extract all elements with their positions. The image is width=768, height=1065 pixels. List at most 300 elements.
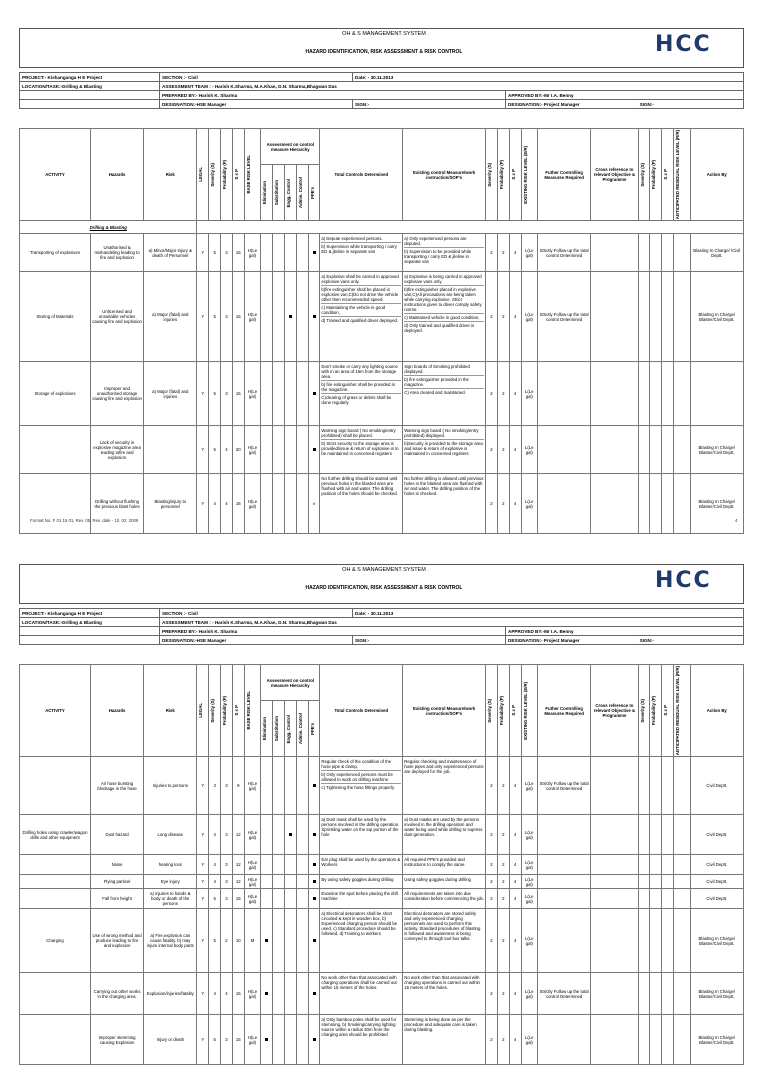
hazard-cell: Fall from height [90,889,143,909]
severity-cell: 5 [209,362,221,426]
risk-cell: Injuries to persons [144,757,197,815]
ppe-cell [308,855,320,875]
engg-control-cell [284,234,296,272]
probability2-cell: 2 [497,815,509,855]
residual-risk-cell [674,272,691,362]
severity3-cell [638,362,650,426]
cross-reference-cell [591,234,638,272]
severity-cell: 4 [209,815,221,855]
project-label: PROJECT:- Kishanganga H E Project [20,609,160,618]
company-logo: HCC [655,568,712,593]
cross-reference-cell [591,272,638,362]
substitution-cell [273,234,285,272]
severity-cell: 5 [209,272,221,362]
residual-risk-cell [674,875,691,889]
col-ppe: PPE's [308,701,320,757]
probability3-cell [650,815,662,855]
total-controls-cell: a) Electrical detonators shall be short circuited & kept in wooden box, b) Experienced charging person should be used, c) Standard procedure should be followed, d) Training to workers [320,909,403,973]
filled-square-icon [289,833,292,836]
severity-cell: 4 [209,973,221,1015]
admin-control-cell [296,272,308,362]
total-controls-cell: a) Dust mask shall be used by the persons involved in the drilling operation. Sprinkling water on the top portion of the hole [320,815,403,855]
severity3-cell [638,474,650,534]
legal-cell: Y [197,234,209,272]
footer-format: Format No. F 01 15 01, Rev. 05, Rev. date - 10. 02. 2009 [30,518,139,523]
approved-label: APPROVED BY:-Mr I.A. Benny [506,91,744,100]
engg-control-cell [284,1015,296,1065]
elimination-cell [261,272,273,362]
sxp-cell: 10 [232,909,244,973]
further-controls-cell: Strictly Follow up the total control Determined [538,973,591,1015]
activity-cell [20,757,91,815]
existing-controls-cell: All requirements are taken into due consideration before commencing the job. [403,889,486,909]
col-residual-risk: ANTICIPATED RESIDUAL RISK LEVEL (R/R) [674,665,691,757]
company-logo: HCC [655,32,712,57]
sxp3-cell [662,426,674,474]
severity2-cell: 2 [486,815,498,855]
further-controls-cell: Strictly Follow up the total control Determined [538,272,591,362]
severity-cell: 4 [209,474,221,534]
table-row [20,909,744,973]
ppe-cell [308,973,320,1015]
elimination-cell [261,1015,273,1065]
base-risk-cell: H(Le gal) [244,757,261,815]
further-controls-cell [538,909,591,973]
risk-cell: a) Minor/Major Injury & death of Personnel [144,234,197,272]
ppe-cell [308,757,320,815]
activity-cell [20,875,91,889]
existing-controls-cell: Warning sign board ( No smoking/entry prohibited) displayed. b)Security is provided to the storage area and issue & return of explosive is maintained in concerned registers [403,426,486,474]
col-probability-3: Probability (P) [650,665,662,757]
col-engg: Engg. Control [284,165,296,221]
probability2-cell: 2 [497,272,509,362]
probability-cell: 3 [221,815,233,855]
col-risk: Risk [144,129,197,221]
base-risk-cell: H(Le gal) [244,875,261,889]
admin-control-cell [296,815,308,855]
table-row [20,855,744,875]
col-cross-reference: Cross reference to relevant Objective & Programme [591,665,638,757]
activity-cell [20,855,91,875]
severity2-cell: 2 [486,889,498,909]
substitution-cell [273,474,285,534]
admin-control-cell [296,234,308,272]
engg-control-cell [284,909,296,973]
risk-cell: Lung disease [144,815,197,855]
col-existing-risk: EXISTING RISK LEVEL (E/R) [521,665,538,757]
sxp3-cell [662,1015,674,1065]
col-ppe: PPE's [308,165,320,221]
base-risk-cell: H(Le gal) [244,362,261,426]
cross-reference-cell [591,855,638,875]
sxp-cell: 12 [232,815,244,855]
table-row [20,272,744,362]
col-cross-reference: Cross reference to relevant Objective & Programme [591,129,638,221]
col-base-risk: BASE RISK LEVEL [244,129,261,221]
action-by-cell: Blasting In Charge/ Blaster/Civil Deptt. [690,909,743,973]
hazard-cell: Drilling without flushing the previous blast holes [90,474,143,534]
col-severity-3: Severity (S) [638,665,650,757]
col-sxp-3: S x P [662,129,674,221]
risk-cell: Explosion/injuries/fatality [144,973,197,1015]
sxp3-cell [662,362,674,426]
ppe-cell [308,909,320,973]
table-row [20,234,744,272]
cross-reference-cell [591,909,638,973]
existing-controls-cell: Sign boards of Smoking prohibited displayed. b) fire extinguisher provided in the magazine. C) Area cleared and maintained. [403,362,486,426]
col-control-hierarchy: Assessment on control measure Hierarchy [261,129,320,165]
probability3-cell [650,474,662,534]
residual-risk-cell [674,855,691,875]
base-risk-cell: H(Le gal) [244,973,261,1015]
severity3-cell [638,757,650,815]
residual-risk-cell [674,757,691,815]
further-controls-cell [538,855,591,875]
severity2-cell: 2 [486,757,498,815]
base-risk-cell: H(Le gal) [244,1015,261,1065]
sign-1: SIGN:- [353,636,506,645]
existing-risk-cell: L(Le gal) [521,855,538,875]
date-label: Date: - 30.11.2013 [353,73,744,82]
filled-square-icon [313,863,316,866]
existing-controls-cell: a) Only experienced persons are deputed, b) Supervision to be provided while transporting / carry ED & jileline in separate van [403,234,486,272]
col-probability-2: Probability (P) [497,129,509,221]
sxp2-cell: 4 [509,889,521,909]
elimination-cell [261,815,273,855]
activity-cell [20,973,91,1015]
location-label: LOCATION/TASK:-Drilling & Blasting [20,618,160,627]
sxp2-cell: 4 [509,362,521,426]
admin-control-cell [296,426,308,474]
severity-cell: 4 [209,855,221,875]
action-by-cell: Blasting In Charge/ Blaster/Civil Deptt. [690,973,743,1015]
further-controls-cell [538,815,591,855]
elimination-cell [261,426,273,474]
probability-cell: 2 [221,909,233,973]
info-table [19,608,744,645]
filled-square-icon [313,448,316,451]
sxp2-cell: 4 [509,426,521,474]
sxp-cell: 16 [232,474,244,534]
existing-controls-cell: All required PPE's provided and instructions to comply the same. [403,855,486,875]
severity-cell: 4 [209,875,221,889]
col-control-hierarchy: Assessment on control measure Hierarchy [261,665,320,701]
sxp3-cell [662,855,674,875]
cross-reference-cell [591,875,638,889]
legal-cell: Y [197,855,209,875]
sxp3-cell [662,889,674,909]
severity3-cell [638,909,650,973]
hazard-cell: Improper and unauthorised storage causing fire and explosion [90,362,143,426]
sxp-cell: 9 [232,757,244,815]
existing-risk-cell: L(Le gal) [521,1015,538,1065]
base-risk-cell: H(Le gal) [244,815,261,855]
sign-2: SIGN:- [639,101,654,107]
engg-control-cell [284,815,296,855]
sxp-cell: 15 [232,1015,244,1065]
ppe-cell [308,875,320,889]
col-base-risk: BASE RISK LEVEL [244,665,261,757]
existing-risk-cell: L(Le gal) [521,474,538,534]
severity-cell: 5 [209,909,221,973]
col-further-controls: Futher Controlling Measures Required [538,129,591,221]
probability-cell: 4 [221,973,233,1015]
probability-cell: 3 [221,234,233,272]
total-controls-cell: a) Only bamboo poles shall be used for stemming, b) Smoking/carrying lighting source within a radius 30m from the charging area should be prohibited [320,1015,403,1065]
col-legal: LEGAL [197,129,209,221]
further-controls-cell: Strictly Follow up the total control Determined [538,234,591,272]
admin-control-cell [296,855,308,875]
residual-risk-cell [674,362,691,426]
sxp3-cell [662,875,674,889]
probability-cell: 3 [221,362,233,426]
base-risk-cell: H(Le gal) [244,234,261,272]
col-existing-controls: Existing control Measure/work instruction/SOP's [403,129,486,221]
filled-square-icon [313,897,316,900]
sxp-cell: 12 [232,875,244,889]
action-by-cell: Blasting In Charge/ /Civil Deptt. [690,234,743,272]
legal-cell: Y [197,973,209,1015]
total-controls-cell: Examine the spot before placing the drill machine [320,889,403,909]
elimination-cell [261,234,273,272]
hazard-cell: Carrying out other works in the charging area. [90,973,143,1015]
ppe-cell [308,889,320,909]
system-title: OH & S MANAGEMENT SYSTEM [342,31,426,37]
action-by-cell: Civil Deptt. [690,757,743,815]
elimination-cell [261,973,273,1015]
probability2-cell: 2 [497,362,509,426]
legal-cell: Y [197,474,209,534]
section-row [20,221,744,234]
sxp2-cell: 4 [509,474,521,534]
legal-cell: Y [197,426,209,474]
hazard-cell: Lack of security in explosive magazine area leading tofire and explosion [90,426,143,474]
severity2-cell: 2 [486,362,498,426]
legal-cell: Y [197,757,209,815]
elimination-cell [261,362,273,426]
col-further-controls: Futher Controlling Measures Required [538,665,591,757]
risk-cell: Eye injury [144,875,197,889]
residual-risk-cell [674,1015,691,1065]
residual-risk-cell [674,815,691,855]
col-severity-2: Severity (S) [486,129,498,221]
substitution-cell [273,889,285,909]
cross-reference-cell [591,474,638,534]
team-label: ASSESSMENT TEAM : - Harish K.Sharma, M.A.Khan, D.N. Sharma,Bhagwan Das [160,618,744,627]
probability3-cell [650,1015,662,1065]
legal-cell: Y [197,272,209,362]
base-risk-cell: H(Le gal) [244,889,261,909]
severity3-cell [638,234,650,272]
probability3-cell [650,855,662,875]
probability-cell: 4 [221,474,233,534]
system-title: OH & S MANAGEMENT SYSTEM [342,567,426,573]
sxp3-cell [662,757,674,815]
existing-risk-cell: L(Le gal) [521,909,538,973]
existing-risk-cell: L(Le gal) [521,815,538,855]
sxp2-cell: 4 [509,875,521,889]
severity3-cell [638,889,650,909]
hazard-cell: Air hose bursting blockage in the hose [90,757,143,815]
sxp-cell: 15 [232,889,244,909]
severity3-cell [638,426,650,474]
sxp2-cell: 4 [509,1015,521,1065]
cross-reference-cell [591,1015,638,1065]
action-by-cell: Blasting In Charge/ Blaster/Civil Deptt. [690,474,743,534]
sxp-cell: 16 [232,973,244,1015]
section-label: SECTION :- Civil [160,73,353,82]
table-row [20,815,744,855]
footer-page-number: 4 [735,518,738,523]
probability-cell: 3 [221,272,233,362]
section-label: SECTION :- Civil [160,609,353,618]
substitution-cell [273,855,285,875]
ppe-cell [308,234,320,272]
col-total-controls: Total Controls Determined [320,129,403,221]
engg-control-cell [284,426,296,474]
table-row [20,362,744,426]
existing-risk-cell: L(Le gal) [521,973,538,1015]
activity-cell: Transporting of explosives [20,234,91,272]
col-existing-risk: EXISTING RISK LEVEL (E/R) [521,129,538,221]
probability2-cell: 2 [497,757,509,815]
sxp3-cell [662,815,674,855]
sxp3-cell [662,973,674,1015]
sxp2-cell: 4 [509,234,521,272]
engg-control-cell [284,272,296,362]
existing-controls-cell: No work other than that associated with charging operations is carried out within 15 meters of the holes. [403,973,486,1015]
designation-right: DESIGNATION:- Project Manager [508,637,580,643]
col-elim: Elimination [261,165,273,221]
cross-reference-cell [591,362,638,426]
substitution-cell [273,875,285,889]
existing-controls-cell: a) Explosive is being carried in approved explosive vans only. b)fire extinguisher placed in explosive van,C)All precautions are being taken while carrying explosive. Strict instructions given to driver comply safety norms. c) Maintained vehicle in good condition, d) Only trained and qualified driver is deployed. [403,272,486,362]
probability3-cell [650,757,662,815]
activity-cell: Storing of Materials [20,272,91,362]
sxp3-cell [662,234,674,272]
existing-controls-cell: Using safety goggles during drilling [403,875,486,889]
existing-risk-cell: L(Le gal) [521,889,538,909]
total-controls-cell: Don't smoke or carry any lighting source with in an area of 15m from the storage area. b) fire extinguisher shall be provided in the magazine. C)clearing of grass or debris shall be done regularly [320,362,403,426]
sxp2-cell: 4 [509,973,521,1015]
severity-cell: 5 [209,234,221,272]
admin-control-cell [296,889,308,909]
engg-control-cell [284,973,296,1015]
existing-risk-cell: L(Le gal) [521,272,538,362]
sxp2-cell: 4 [509,757,521,815]
total-controls-cell: Regular check of the condition of the hose pipe & clamp, b) Only experienced persons must be allowed to work on drilling machine. c) Tightening the hose fittings properly. [320,757,403,815]
activity-cell [20,1015,91,1065]
sxp-cell: 20 [232,426,244,474]
existing-controls-cell: Electrical detonators are stored safely and only experienced charging personnels are used to perform this activity. Standard procedures of blasting is followed and awareness is being conveyed to through tool box talks. [403,909,486,973]
risk-cell: Blasting/injury to personnel [144,474,197,534]
probability3-cell [650,234,662,272]
ppe-cell [308,362,320,426]
col-probability: Probability (P) [221,129,233,221]
filled-square-icon [265,992,268,995]
severity2-cell: 2 [486,272,498,362]
existing-risk-cell: L(Le gal) [521,757,538,815]
risk-cell: a) Major (fatal) and injuries [144,272,197,362]
existing-controls-cell: No further drilling is allowed until previous holes in the blasted area are flushed with air and water. The drilling position of the holes is checked. [403,474,486,534]
prepared-label: PREPARED BY:- Harish K. Sharma [160,627,506,636]
action-by-cell: Civil Deptt. [690,815,743,855]
risk-cell: Injury or death [144,1015,197,1065]
substitution-cell [273,426,285,474]
designation-left: DESIGNATION:-HSE Manager [160,636,353,645]
col-probability-3: Probability (P) [650,129,662,221]
substitution-cell [273,909,285,973]
legal-cell: Y [197,875,209,889]
existing-risk-cell: L(Le gal) [521,426,538,474]
info-table [19,72,744,109]
designation-left: DESIGNATION:-HSE Manager [160,100,353,109]
action-by-cell: Civil Deptt. [690,855,743,875]
probability3-cell [650,362,662,426]
sxp2-cell: 4 [509,815,521,855]
residual-risk-cell [674,234,691,272]
ppe-cell: v [308,474,320,534]
further-controls-cell [538,474,591,534]
col-severity: Severity (S) [209,129,221,221]
action-by-cell [690,362,743,426]
col-sxp-3: S x P [662,665,674,757]
further-controls-cell [538,1015,591,1065]
ppe-cell [308,815,320,855]
sxp3-cell [662,474,674,534]
col-hazards: Hazards [90,129,143,221]
severity2-cell: 2 [486,1015,498,1065]
existing-risk-cell: L(Le gal) [521,362,538,426]
admin-control-cell [296,909,308,973]
probability3-cell [650,909,662,973]
filled-square-icon [313,880,316,883]
col-probability-2: Probability (P) [497,665,509,757]
severity2-cell: 2 [486,875,498,889]
hazard-cell: Use of wrong method and produce leading to fire and explosion [90,909,143,973]
probability-cell: 3 [221,855,233,875]
further-controls-cell [538,875,591,889]
col-action-by: Action By [690,129,743,221]
elimination-cell [261,474,273,534]
probability-cell: 3 [221,889,233,909]
activity-cell: Storage of explosives [20,362,91,426]
probability3-cell [650,426,662,474]
risk-table-1 [19,128,744,534]
further-controls-cell [538,889,591,909]
section-heading: Drilling & Blasting [20,221,197,234]
col-legal: LEGAL [197,665,209,757]
col-engg: Engg. Control [284,701,296,757]
cross-reference-cell [591,426,638,474]
total-controls-cell: Ear plug shall be used by the operators & Workers [320,855,403,875]
risk-cell: hearing loss [144,855,197,875]
further-controls-cell [538,426,591,474]
existing-controls-cell: a) Dust masks are used by the persons involved in the drilling operation and water being used while drilling to supress dust generation. [403,815,486,855]
probability3-cell [650,889,662,909]
legal-cell: Y [197,1015,209,1065]
sxp-cell: 15 [232,362,244,426]
severity2-cell: 2 [486,474,498,534]
engg-control-cell [284,474,296,534]
cross-reference-cell [591,815,638,855]
risk-cell [144,426,197,474]
probability2-cell: 2 [497,234,509,272]
base-risk-cell: H(Le gal) [244,474,261,534]
further-controls-cell [538,362,591,426]
severity2-cell: 2 [486,855,498,875]
activity-cell: Charging [20,909,91,973]
